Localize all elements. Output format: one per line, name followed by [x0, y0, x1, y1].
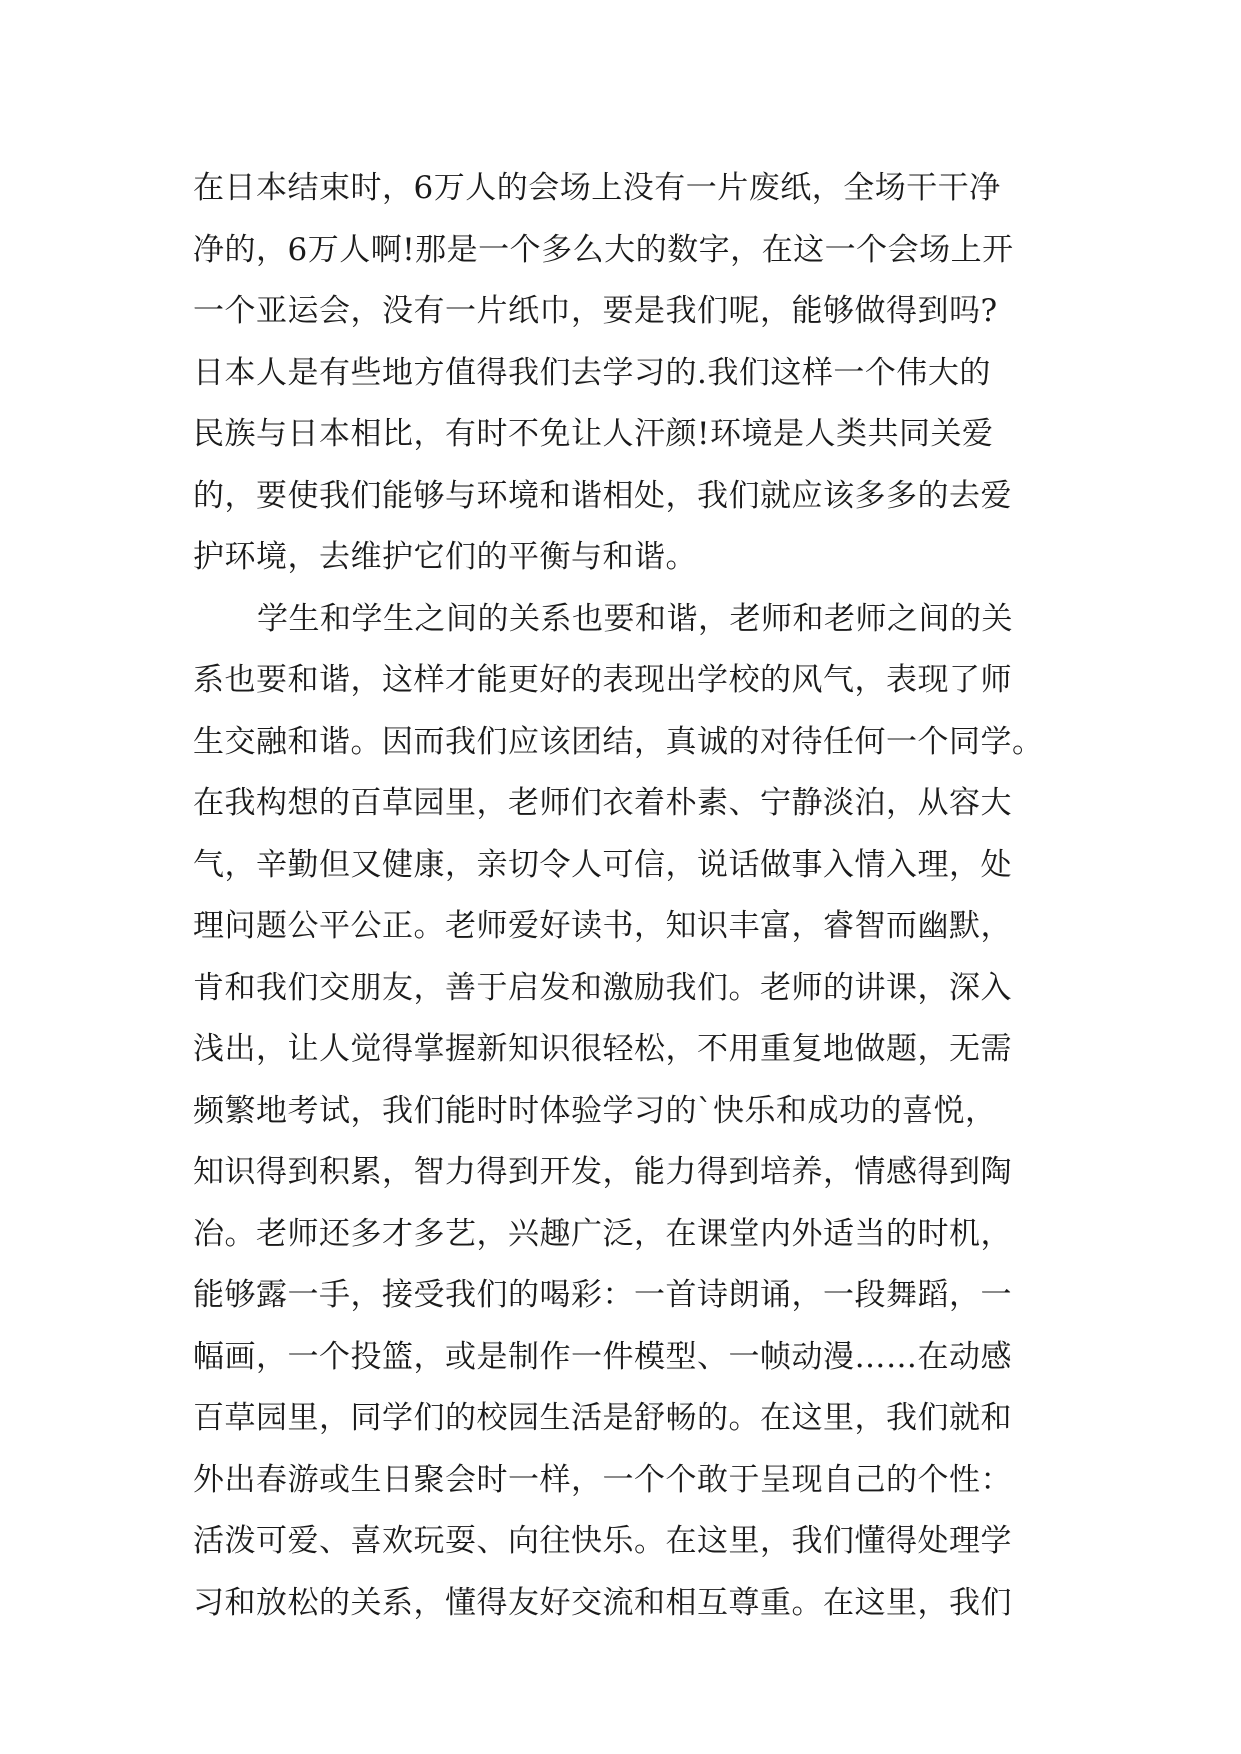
- text-line: 活泼可爱、喜欢玩耍、向往快乐。在这里，我们懂得处理学: [193, 1523, 1012, 1559]
- text-line: 浅出，让人觉得掌握新知识很轻松，不用重复地做题，无需: [193, 1031, 1012, 1067]
- text-line: 幅画，一个投篮，或是制作一件模型、一帧动漫……在动感: [193, 1338, 1012, 1375]
- text-line: 净的，6万人啊!那是一个多么大的数字，在这一个会场上开: [193, 231, 1014, 268]
- text-line: 一个亚运会，没有一片纸巾，要是我们呢，能够做得到吗?: [193, 293, 998, 329]
- text-line: 学生和学生之间的关系也要和谐，老师和老师之间的关: [257, 600, 1013, 637]
- text-line: 冶。老师还多才多艺，兴趣广泛，在课堂内外适当的时机，: [193, 1215, 1012, 1252]
- text-line: 习和放松的关系，懂得友好交流和相互尊重。在这里，我们: [193, 1584, 1012, 1621]
- text-line: 外出春游或生日聚会时一样，一个个敢于呈现自己的个性：: [193, 1461, 1012, 1498]
- text-line: 日本人是有些地方值得我们去学习的.我们这样一个伟大的: [193, 354, 991, 391]
- text-line: 理问题公平公正。老师爱好读书，知识丰富，睿智而幽默，: [193, 908, 1012, 944]
- text-line: 民族与日本相比，有时不免让人汗颜!环境是人类共同关爱: [193, 416, 994, 452]
- text-line: 在我构想的百草园里，老师们衣着朴素、宁静淡泊，从容大: [193, 785, 1012, 821]
- paragraph-1: [193, 158, 1073, 589]
- body-text: [193, 158, 1073, 1634]
- text-line: 在日本结束时，6万人的会场上没有一片废纸，全场干干净: [193, 170, 1001, 206]
- text-line: 频繁地考试，我们能时时体验学习的`快乐和成功的喜悦，: [193, 1092, 997, 1129]
- paragraph-2: [193, 589, 1073, 1635]
- text-line: 气，辛勤但又健康，亲切令人可信，说话做事入情入理，处: [193, 846, 1012, 883]
- text-line: 护环境，去维护它们的平衡与和谐。: [193, 539, 697, 575]
- text-line: 的，要使我们能够与环境和谐相处，我们就应该多多的去爱: [193, 477, 1012, 514]
- text-line: 百草园里，同学们的校园生活是舒畅的。在这里，我们就和: [193, 1400, 1012, 1436]
- text-line: 知识得到积累，智力得到开发，能力得到培养，情感得到陶: [193, 1154, 1012, 1190]
- text-line: 系也要和谐，这样才能更好的表现出学校的风气，表现了师: [193, 662, 1012, 698]
- text-line: 肯和我们交朋友，善于启发和激励我们。老师的讲课，深入: [193, 969, 1012, 1006]
- text-line: 能够露一手，接受我们的喝彩：一首诗朗诵，一段舞蹈，一: [193, 1277, 1012, 1313]
- text-line: 生交融和谐。因而我们应该团结，真诚的对待任何一个同学。: [193, 723, 1044, 760]
